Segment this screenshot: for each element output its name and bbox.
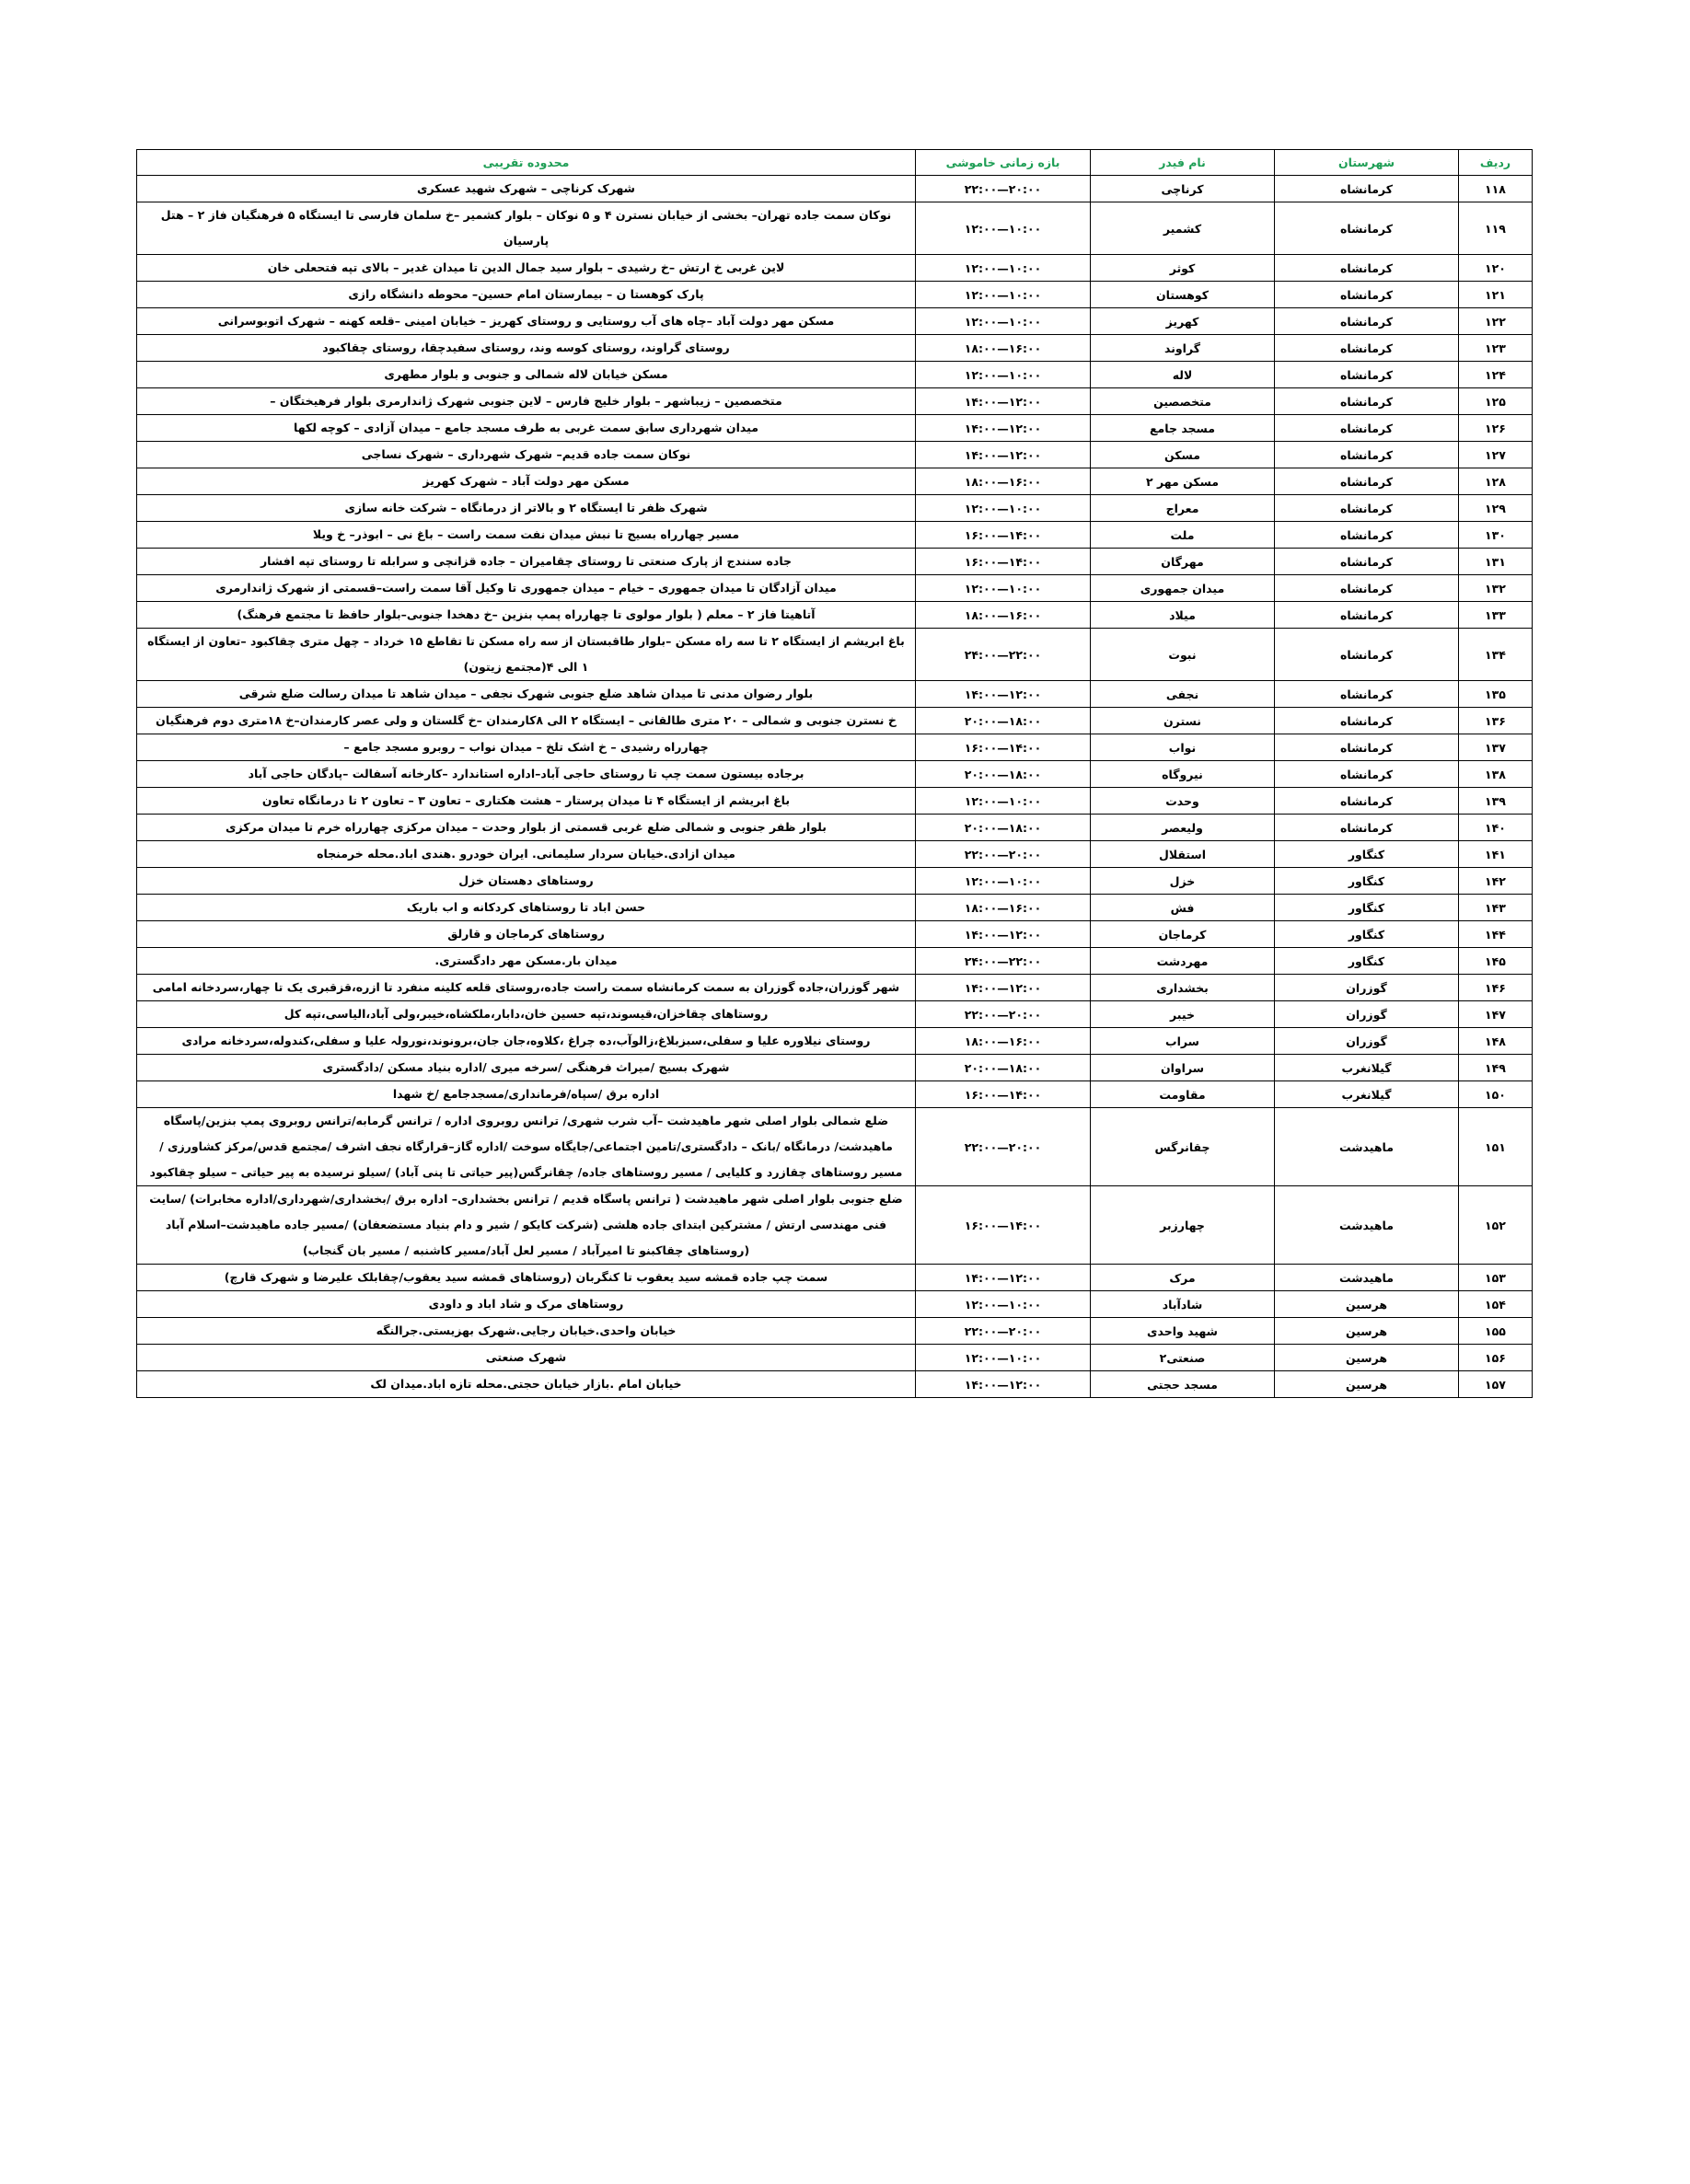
outage-time-cell: ۱۶:۰۰—۱۸:۰۰ [916,468,1091,495]
row-number-cell: ۱۴۹ [1459,1055,1533,1081]
city-cell: ماهیدشت [1275,1265,1459,1291]
area-cell: روستاهای مرک و شاد اباد و داودی [137,1291,916,1318]
area-cell: باغ ابریشم از ایستگاه ۲ تا سه راه مسکن –بلوار طاقبستان از سه راه مسکن تا تقاطع ۱۵ خرداد – چهل متری چقاکبود –تعاون از ایستگاه ۱ الی ۴(مجتمع زیتون) [137,629,916,681]
feeder-cell: شهید واحدی [1091,1318,1275,1345]
table-row [137,1001,1533,1028]
outage-time-cell: ۱۰:۰۰—۱۲:۰۰ [916,1345,1091,1371]
outage-time-cell: ۱۰:۰۰—۱۲:۰۰ [916,255,1091,282]
table-row [137,734,1533,761]
city-cell: هرسین [1275,1291,1459,1318]
row-number-cell: ۱۳۵ [1459,681,1533,708]
area-cell: باغ ابریشم از ایستگاه ۴ تا میدان پرستار – هشت هکتاری – تعاون ۳ – تعاون ۲ تا درمانگاه تعاون [137,788,916,815]
outage-time-cell: ۱۲:۰۰—۱۴:۰۰ [916,442,1091,468]
row-number-cell: ۱۵۶ [1459,1345,1533,1371]
feeder-cell: نبوت [1091,629,1275,681]
row-number-cell: ۱۵۷ [1459,1371,1533,1398]
row-number-cell: ۱۳۳ [1459,602,1533,629]
table-row [137,708,1533,734]
city-cell: کنگاور [1275,895,1459,921]
feeder-cell: ملت [1091,522,1275,549]
city-cell: کرمانشاه [1275,522,1459,549]
feeder-cell: معراج [1091,495,1275,522]
outage-time-cell: ۲۲:۰۰—۲۴:۰۰ [916,629,1091,681]
city-cell: کرمانشاه [1275,468,1459,495]
area-cell: پارک کوهستا ن – بیمارستان امام حسین– محوطه دانشگاه رازی [137,282,916,308]
outage-time-cell: ۲۰:۰۰—۲۲:۰۰ [916,1001,1091,1028]
feeder-cell: مسکن مهر ۲ [1091,468,1275,495]
header-outage-time: بازه زمانی خاموشی [916,150,1091,176]
row-number-cell: ۱۵۴ [1459,1291,1533,1318]
row-number-cell: ۱۴۵ [1459,948,1533,975]
feeder-cell: مهردشت [1091,948,1275,975]
area-cell: ضلع شمالی بلوار اصلی شهر ماهیدشت –آب شرب شهری/ ترانس روبروی اداره / ترانس گرمابه/ترانس روبروی پمپ بنزین/پاسگاه ماهیدشت/ درمانگاه /بانک – دادگستری/تامین اجتماعی/جایگاه سوخت /اداره گاز–قرارگاه نجف اشرف /مجتمع قدس/مرکز کشاورزی /مسیر روستاهای چقازرد و کلیایی / مسیر روستاهای جاده/ چقانرگس(پیر حیاتی تا پنی آباد) /سیلو نرسیده به پیر حیاتی – سیلو چقاکبود [137,1108,916,1186]
row-number-cell: ۱۲۲ [1459,308,1533,335]
area-cell: بلوار رضوان مدنی تا میدان شاهد ضلع جنوبی شهرک نجفی – میدان شاهد تا میدان رسالت ضلع شرقی [137,681,916,708]
area-cell: نوکان سمت جاده قدیم– شهرک شهرداری – شهرک نساجی [137,442,916,468]
area-cell: میدان شهرداری سابق سمت غربی به طرف مسجد جامع – میدان آزادی – کوچه لکها [137,415,916,442]
outage-time-cell: ۱۶:۰۰—۱۸:۰۰ [916,602,1091,629]
city-cell: کرمانشاه [1275,282,1459,308]
feeder-cell: متخصصین [1091,388,1275,415]
outage-time-cell: ۱۶:۰۰—۱۸:۰۰ [916,335,1091,362]
table-row [137,868,1533,895]
feeder-cell: لاله [1091,362,1275,388]
area-cell: مسکن خیابان لاله شمالی و جنوبی و بلوار مطهری [137,362,916,388]
city-cell: کرمانشاه [1275,629,1459,681]
area-cell: شهر گوزران،جاده گوزران به سمت کرمانشاه سمت راست جاده،روستای قلعه کلینه منفرد تا ازره،قزقبری یک تا چهار،سردخانه امامی [137,975,916,1001]
area-cell: سمت چپ جاده قمشه سید یعقوب تا کنگربان (روستاهای قمشه سید یعقوب/چقابلک علیرضا و شهرک قارچ) [137,1265,916,1291]
feeder-cell: کهریز [1091,308,1275,335]
feeder-cell: کوثر [1091,255,1275,282]
city-cell: کنگاور [1275,948,1459,975]
feeder-cell: نجفی [1091,681,1275,708]
feeder-cell: وحدت [1091,788,1275,815]
outage-time-cell: ۱۸:۰۰—۲۰:۰۰ [916,761,1091,788]
city-cell: کرمانشاه [1275,308,1459,335]
row-number-cell: ۱۲۸ [1459,468,1533,495]
area-cell: خیابان واحدی.خیابان رجایی.شهرک بهزیستی.جرالنگه [137,1318,916,1345]
city-cell: کرمانشاه [1275,549,1459,575]
city-cell: کرمانشاه [1275,415,1459,442]
city-cell: کرمانشاه [1275,202,1459,255]
table-row [137,282,1533,308]
row-number-cell: ۱۳۸ [1459,761,1533,788]
table-row [137,549,1533,575]
area-cell: برجاده بیستون سمت چپ تا روستای حاجی آباد–اداره استاندارد –کارخانه آسفالت –پادگان حاجی آباد [137,761,916,788]
feeder-cell: فش [1091,895,1275,921]
feeder-cell: خیبر [1091,1001,1275,1028]
outage-time-cell: ۱۰:۰۰—۱۲:۰۰ [916,495,1091,522]
city-cell: کرمانشاه [1275,388,1459,415]
table-row [137,308,1533,335]
area-cell: خ نسترن جنوبی و شمالی – ۲۰ متری طالقانی – ایستگاه ۲ الی ۸کارمندان –خ گلستان و ولی عصر کارمندان–خ ۱۸متری دوم فرهنگیان [137,708,916,734]
area-cell: روستای نیلاوره علیا و سفلی،سبزبلاغ،زالوآب،ده چراغ ،کلاوه،جان جان،برونوند،نورولہ علیا و سفلی،کندوله،سردخانه مرادی [137,1028,916,1055]
row-number-cell: ۱۴۸ [1459,1028,1533,1055]
table-row [137,202,1533,255]
outage-time-cell: ۱۴:۰۰—۱۶:۰۰ [916,522,1091,549]
feeder-cell: کشمیر [1091,202,1275,255]
outage-time-cell: ۲۰:۰۰—۲۲:۰۰ [916,176,1091,202]
outage-time-cell: ۱۴:۰۰—۱۶:۰۰ [916,734,1091,761]
feeder-cell: گراوند [1091,335,1275,362]
row-number-cell: ۱۲۰ [1459,255,1533,282]
city-cell: گوزران [1275,975,1459,1001]
table-row [137,948,1533,975]
table-row [137,415,1533,442]
row-number-cell: ۱۴۱ [1459,841,1533,868]
outage-time-cell: ۱۰:۰۰—۱۲:۰۰ [916,868,1091,895]
city-cell: کرمانشاه [1275,761,1459,788]
city-cell: کرمانشاه [1275,442,1459,468]
row-number-cell: ۱۵۵ [1459,1318,1533,1345]
row-number-cell: ۱۳۴ [1459,629,1533,681]
area-cell: متخصصین – زیباشهر – بلوار خلیج فارس – لاین جنوبی شهرک ژاندارمری بلوار فرهیختگان – [137,388,916,415]
table-row [137,761,1533,788]
area-cell: مسکن مهر دولت آباد –چاه های آب روستایی و روستای کهریز – خیابان امینی –قلعه کهنه – شهرک اتوبوسرانی [137,308,916,335]
outage-time-cell: ۱۶:۰۰—۱۸:۰۰ [916,1028,1091,1055]
table-body [137,176,1533,1398]
table-row [137,681,1533,708]
feeder-cell: مسجد جامع [1091,415,1275,442]
outage-time-cell: ۱۸:۰۰—۲۰:۰۰ [916,815,1091,841]
area-cell: اداره برق /سپاه/فرمانداری/مسجدجامع /خ شهدا [137,1081,916,1108]
row-number-cell: ۱۴۷ [1459,1001,1533,1028]
outage-time-cell: ۱۲:۰۰—۱۴:۰۰ [916,975,1091,1001]
city-cell: گوزران [1275,1001,1459,1028]
area-cell: روستاهای کرماجان و قارلق [137,921,916,948]
outage-time-cell: ۲۰:۰۰—۲۲:۰۰ [916,841,1091,868]
feeder-cell: سراب [1091,1028,1275,1055]
area-cell: شهرک بسیج /میراث فرهنگی /سرخه میری /اداره بنیاد مسکن /دادگستری [137,1055,916,1081]
table-row [137,1055,1533,1081]
table-row [137,1371,1533,1398]
outage-time-cell: ۱۲:۰۰—۱۴:۰۰ [916,415,1091,442]
row-number-cell: ۱۳۹ [1459,788,1533,815]
outage-time-cell: ۱۰:۰۰—۱۲:۰۰ [916,202,1091,255]
feeder-cell: میدان جمهوری [1091,575,1275,602]
city-cell: کرمانشاه [1275,602,1459,629]
row-number-cell: ۱۲۶ [1459,415,1533,442]
header-city: شهرستان [1275,150,1459,176]
city-cell: کرمانشاه [1275,176,1459,202]
city-cell: کرمانشاه [1275,708,1459,734]
outage-time-cell: ۱۰:۰۰—۱۲:۰۰ [916,575,1091,602]
outage-schedule-table [136,149,1533,1398]
outage-time-cell: ۱۴:۰۰—۱۶:۰۰ [916,1081,1091,1108]
table-header-row [137,150,1533,176]
feeder-cell: مهرگان [1091,549,1275,575]
area-cell: خیابان امام .بازار خیابان حجتی.محله تازه اباد.میدان لک [137,1371,916,1398]
table-row [137,255,1533,282]
feeder-cell: نواب [1091,734,1275,761]
area-cell: روستای گراوند، روستای کوسه وند، روستای سفیدچقا، روستای چقاکبود [137,335,916,362]
row-number-cell: ۱۲۳ [1459,335,1533,362]
outage-time-cell: ۱۰:۰۰—۱۲:۰۰ [916,282,1091,308]
row-number-cell: ۱۵۰ [1459,1081,1533,1108]
row-number-cell: ۱۲۴ [1459,362,1533,388]
outage-time-cell: ۱۰:۰۰—۱۲:۰۰ [916,788,1091,815]
area-cell: مسکن مهر دولت آباد – شهرک کهریز [137,468,916,495]
feeder-cell: کرماجان [1091,921,1275,948]
row-number-cell: ۱۳۱ [1459,549,1533,575]
city-cell: کرمانشاه [1275,815,1459,841]
area-cell: روستاهای چقاخزان،قیسوند،تپه حسین خان،دابار،ملکشاه،خیبر،ولی آباد،الیاسی،تپه کل [137,1001,916,1028]
table-row [137,629,1533,681]
header-feeder: نام فیدر [1091,150,1275,176]
row-number-cell: ۱۴۶ [1459,975,1533,1001]
table-row [137,1345,1533,1371]
area-cell: شهرک صنعتی [137,1345,916,1371]
outage-time-cell: ۱۲:۰۰—۱۴:۰۰ [916,1265,1091,1291]
area-cell: آتاهیتا فاز ۲ – معلم ( بلوار مولوی تا چهارراه پمپ بنزین –خ دهخدا جنوبی–بلوار حافظ تا مجتمع فرهنگ) [137,602,916,629]
row-number-cell: ۱۲۹ [1459,495,1533,522]
table-row [137,1291,1533,1318]
outage-time-cell: ۱۸:۰۰—۲۰:۰۰ [916,708,1091,734]
feeder-cell: چهارزبر [1091,1186,1275,1265]
city-cell: کرمانشاه [1275,681,1459,708]
feeder-cell: میلاد [1091,602,1275,629]
feeder-cell: نیروگاه [1091,761,1275,788]
feeder-cell: مسکن [1091,442,1275,468]
outage-time-cell: ۲۰:۰۰—۲۲:۰۰ [916,1318,1091,1345]
row-number-cell: ۱۳۷ [1459,734,1533,761]
feeder-cell: کوهستان [1091,282,1275,308]
area-cell: ضلع جنوبی بلوار اصلی شهر ماهیدشت ( ترانس پاسگاه قدیم / ترانس بخشداری– اداره برق /بخشداری/شهرداری/اداره مخابرات) /سایت فنی مهندسی ارتش / مشترکین ابتدای جاده هلشی (شرکت کایکو / شیر و دام بنیاد مستضعفان) /مسیر جاده ماهیدشت–اسلام آباد (روستاهای چقاکبنو تا امیرآباد / مسیر لعل آباد/مسیر کاشنبه / مسیر بان گنجاب) [137,1186,916,1265]
table-row [137,1186,1533,1265]
city-cell: گیلانغرب [1275,1055,1459,1081]
area-cell: لاین غربی خ ارتش –خ رشیدی – بلوار سید جمال الدین تا میدان غدیر – بالای تپه فتحعلی خان [137,255,916,282]
outage-time-cell: ۱۲:۰۰—۱۴:۰۰ [916,921,1091,948]
row-number-cell: ۱۳۰ [1459,522,1533,549]
table-row [137,921,1533,948]
header-row-number: ردیف [1459,150,1533,176]
outage-time-cell: ۱۲:۰۰—۱۴:۰۰ [916,681,1091,708]
area-cell: بلوار ظفر جنوبی و شمالی ضلع غربی قسمتی از بلوار وحدت – میدان مرکزی چهارراه خرم تا میدان مرکزی [137,815,916,841]
feeder-cell: سراوان [1091,1055,1275,1081]
outage-time-cell: ۱۲:۰۰—۱۴:۰۰ [916,388,1091,415]
row-number-cell: ۱۴۰ [1459,815,1533,841]
feeder-cell: ولیعصر [1091,815,1275,841]
city-cell: کنگاور [1275,868,1459,895]
city-cell: کنگاور [1275,841,1459,868]
feeder-cell: چقانرگس [1091,1108,1275,1186]
city-cell: کنگاور [1275,921,1459,948]
outage-time-cell: ۱۰:۰۰—۱۲:۰۰ [916,1291,1091,1318]
table-row [137,362,1533,388]
row-number-cell: ۱۱۹ [1459,202,1533,255]
outage-time-cell: ۱۰:۰۰—۱۲:۰۰ [916,362,1091,388]
city-cell: هرسین [1275,1345,1459,1371]
area-cell: شهرک ظفر تا ایستگاه ۲ و بالاتر از درمانگاه – شرکت خانه سازی [137,495,916,522]
table-row [137,815,1533,841]
city-cell: کرمانشاه [1275,788,1459,815]
table-row [137,495,1533,522]
city-cell: ماهیدشت [1275,1186,1459,1265]
outage-time-cell: ۱۶:۰۰—۱۸:۰۰ [916,895,1091,921]
city-cell: کرمانشاه [1275,495,1459,522]
area-cell: حسن اباد تا روستاهای کردکانه و اب باریک [137,895,916,921]
row-number-cell: ۱۲۱ [1459,282,1533,308]
row-number-cell: ۱۳۶ [1459,708,1533,734]
area-cell: جاده سنندج از پارک صنعتی تا روستای چقامیران – جاده قزانچی و سرابله تا روستای تپه افشار [137,549,916,575]
table-row [137,335,1533,362]
city-cell: گیلانغرب [1275,1081,1459,1108]
table-row [137,895,1533,921]
outage-time-cell: ۱۰:۰۰—۱۲:۰۰ [916,308,1091,335]
feeder-cell: مرک [1091,1265,1275,1291]
table-row [137,1028,1533,1055]
row-number-cell: ۱۵۲ [1459,1186,1533,1265]
feeder-cell: استقلال [1091,841,1275,868]
feeder-cell: نسترن [1091,708,1275,734]
row-number-cell: ۱۴۴ [1459,921,1533,948]
table-row [137,388,1533,415]
city-cell: کرمانشاه [1275,255,1459,282]
outage-time-cell: ۱۸:۰۰—۲۰:۰۰ [916,1055,1091,1081]
city-cell: کرمانشاه [1275,575,1459,602]
city-cell: کرمانشاه [1275,734,1459,761]
outage-time-cell: ۲۲:۰۰—۲۴:۰۰ [916,948,1091,975]
outage-time-cell: ۱۴:۰۰—۱۶:۰۰ [916,549,1091,575]
outage-time-cell: ۱۲:۰۰—۱۴:۰۰ [916,1371,1091,1398]
table-row [137,1081,1533,1108]
table-row [137,575,1533,602]
area-cell: میدان بار.مسکن مهر دادگستری. [137,948,916,975]
table-row [137,522,1533,549]
row-number-cell: ۱۴۳ [1459,895,1533,921]
table-row [137,788,1533,815]
header-area: محدوده تقریبی [137,150,916,176]
table-row [137,1108,1533,1186]
row-number-cell: ۱۱۸ [1459,176,1533,202]
feeder-cell: مسجد حجتی [1091,1371,1275,1398]
area-cell: مسیر چهارراه بسیج تا نبش میدان نفت سمت راست – باغ نی – ابوذر– خ ویلا [137,522,916,549]
area-cell: شهرک کرناچی – شهرک شهید عسکری [137,176,916,202]
city-cell: هرسین [1275,1318,1459,1345]
area-cell: نوکان سمت جاده تهران– بخشی از خیابان نسترن ۴ و ۵ نوکان – بلوار کشمیر –خ سلمان فارسی تا ایستگاه ۵ فرهنگیان فاز ۲ – هتل پارسیان [137,202,916,255]
row-number-cell: ۱۴۲ [1459,868,1533,895]
feeder-cell: مقاومت [1091,1081,1275,1108]
table-row [137,468,1533,495]
row-number-cell: ۱۵۱ [1459,1108,1533,1186]
feeder-cell: بخشداری [1091,975,1275,1001]
table-row [137,1318,1533,1345]
city-cell: ماهیدشت [1275,1108,1459,1186]
area-cell: چهارراه رشیدی – خ اشک تلخ – میدان نواب – روبرو مسجد جامع – [137,734,916,761]
table-row [137,975,1533,1001]
table-row [137,602,1533,629]
feeder-cell: شادآباد [1091,1291,1275,1318]
row-number-cell: ۱۵۳ [1459,1265,1533,1291]
table-row [137,176,1533,202]
city-cell: کرمانشاه [1275,362,1459,388]
city-cell: گوزران [1275,1028,1459,1055]
city-cell: هرسین [1275,1371,1459,1398]
outage-time-cell: ۱۴:۰۰—۱۶:۰۰ [916,1186,1091,1265]
table-row [137,442,1533,468]
area-cell: روستاهای دهستان خزل [137,868,916,895]
feeder-cell: کرناچی [1091,176,1275,202]
feeder-cell: صنعتی۲ [1091,1345,1275,1371]
table-row [137,1265,1533,1291]
area-cell: میدان ازادی.خیابان سردار سلیمانی. ایران خودرو .هندی اباد.محله خرمنجاه [137,841,916,868]
outage-time-cell: ۲۰:۰۰—۲۲:۰۰ [916,1108,1091,1186]
row-number-cell: ۱۳۲ [1459,575,1533,602]
row-number-cell: ۱۲۷ [1459,442,1533,468]
area-cell: میدان آزادگان تا میدان جمهوری – خیام – میدان جمهوری تا وکیل آقا سمت راست–قسمتی از شهرک ژاندارمری [137,575,916,602]
city-cell: کرمانشاه [1275,335,1459,362]
row-number-cell: ۱۲۵ [1459,388,1533,415]
table-row [137,841,1533,868]
feeder-cell: خزل [1091,868,1275,895]
